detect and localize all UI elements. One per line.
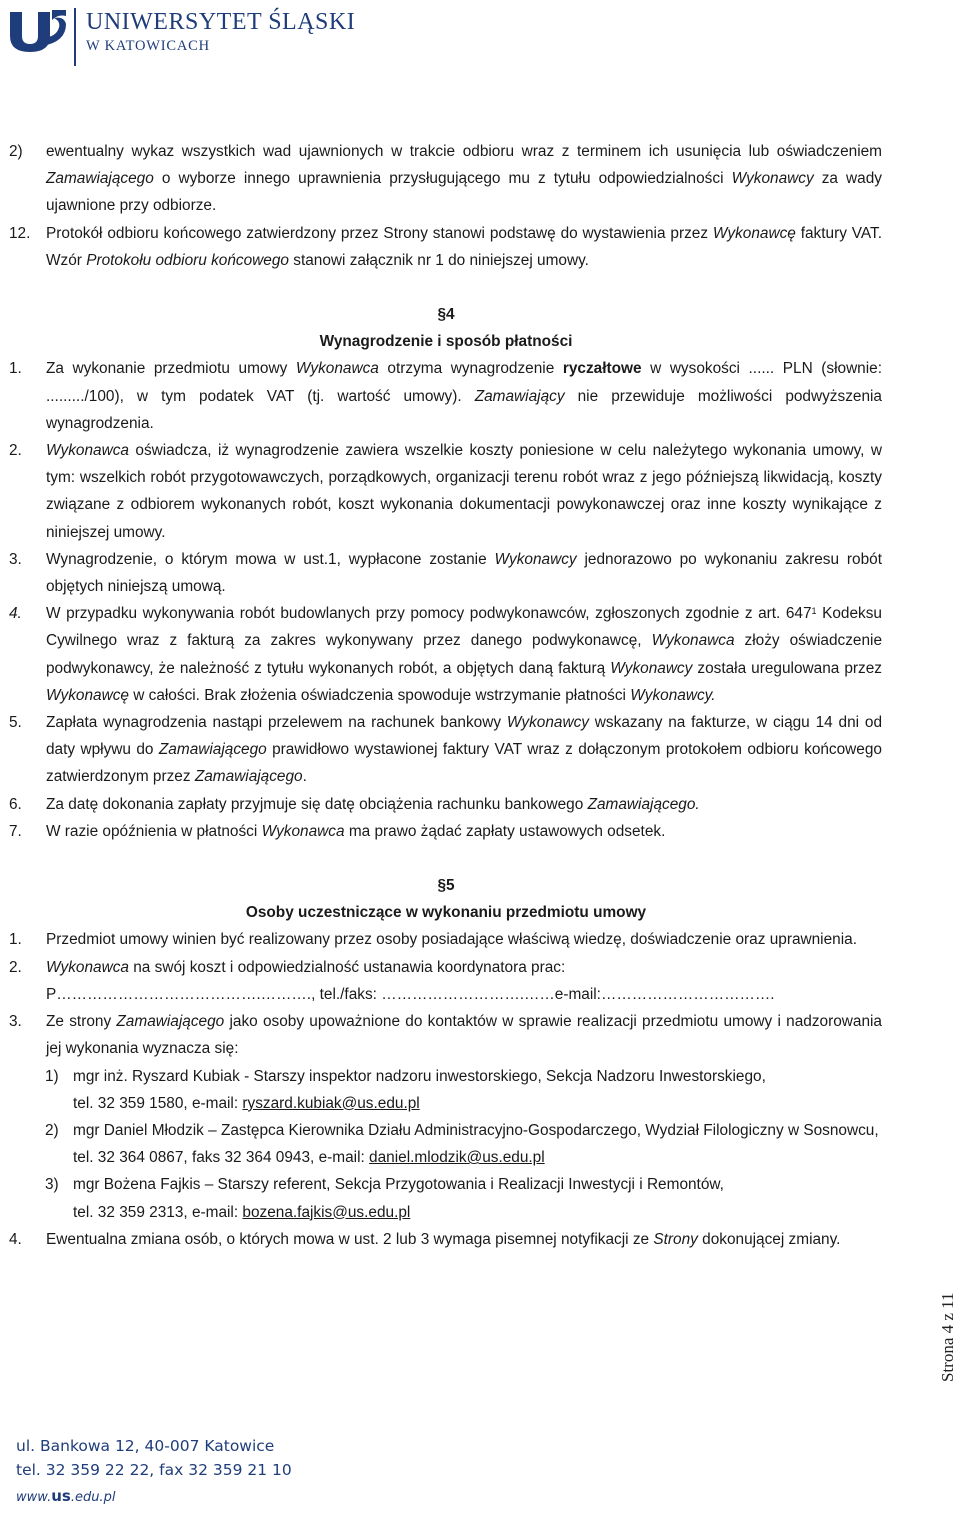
email-link[interactable]: bozena.fajkis@us.edu.pl	[242, 1203, 411, 1221]
university-emblem-icon	[8, 8, 66, 52]
list-item: 2) ewentualny wykaz wszystkich wad ujawnionych w trakcie odbioru wraz z terminem ich usunięcia lub oświadczeniem Zamawiającego o wyborze innego uprawnienia przysługującego mu z tytułu odpowiedzialności Wykonawcy za wady ujawnione przy odbiorze.	[9, 143, 882, 215]
list-item: 1. Za wykonanie przedmiotu umowy Wykonawca otrzyma wynagrodzenie ryczałtowe w wysokości ...... PLN (słownie: ........./100), w tym podatek VAT (tj. wartość umowy). Zamawiający nie przewiduje możliwości podwyższenia wynagrodzenia.	[9, 360, 882, 432]
logo-divider	[74, 8, 76, 66]
list-item: 2. Wykonawca na swój koszt i odpowiedzialność ustanawia koordynatora prac: P………………………………….………., tel./faks: ……………………….……e-mail:…………………………….	[9, 958, 775, 1003]
email-link[interactable]: ryszard.kubiak@us.edu.pl	[242, 1094, 420, 1112]
list-item: 1. Przedmiot umowy winien być realizowany przez osoby posiadające właściwą wiedzę, doświadczenie oraz uprawnienia.	[9, 931, 857, 949]
list-item: 3. Ze strony Zamawiającego jako osoby upoważnione do kontaktów w sprawie realizacji przedmiotu umowy i nadzorowania jej wykonania wyznacza się:	[9, 1013, 882, 1058]
list-item: 7. W razie opóźnienia w płatności Wykonawca ma prawo żądać zapłaty ustawowych odsetek.	[9, 822, 666, 840]
contact-person: 3) mgr Bożena Fajkis – Starszy referent, Sekcja Przygotowania i Realizacji Inwestycji i Remontów, tel. 32 359 2313, e-mail: bozena.fajkis@us.edu.pl	[45, 1176, 724, 1221]
logo-text	[86, 8, 355, 55]
university-logo	[8, 8, 355, 66]
contact-person: 2) mgr Daniel Młodzik – Zastępca Kierownika Działu Administracyjno-Gospodarczego, Wydział Filologiczny w Sosnowcu, tel. 32 364 0867, faks 32 364 0943, e-mail: daniel.mlodzik@us.edu.pl	[45, 1121, 879, 1167]
section-4-sign: §4	[437, 306, 455, 324]
document-body	[0, 138, 960, 1253]
footer-address: ul. Bankowa 12, 40-007 Katowice	[16, 1437, 275, 1455]
list-item: 2. Wykonawca oświadcza, iż wynagrodzenie zawiera wszelkie koszty poniesione w celu należytego wykonania umowy, w tym: wszelkich robót przygotowawczych, porządkowych, organizacji terenu robót wraz z jego późniejszą likwidacją, koszty związane z odbiorem wykonanych robót, koszt wykonania dokumentacji powykonawczej oraz inne koszty wynikające z niniejszej umowy.	[9, 442, 882, 541]
list-item: 6. Za datę dokonania zapłaty przyjmuje się datę obciążenia rachunku bankowego Zamawiającego.	[9, 795, 700, 813]
contact-person: 1) mgr inż. Ryszard Kubiak - Starszy inspektor nadzoru inwestorskiego, Sekcja Nadzoru Inwestorskiego, tel. 32 359 1580, e-mail: ryszard.kubiak@us.edu.pl	[45, 1067, 766, 1112]
list-item: 3. Wynagrodzenie, o którym mowa w ust.1, wypłacone zostanie Wykonawcy jednorazowo po wykonaniu zakresu robót objętych niniejszą umową.	[9, 550, 882, 596]
university-name: UNIWERSYTET ŚLĄSKI	[86, 9, 356, 35]
footer-phone: tel. 32 359 22 22, fax 32 359 21 10	[16, 1461, 292, 1479]
email-link[interactable]: daniel.mlodzik@us.edu.pl	[369, 1149, 545, 1167]
page-number: Strona 4 z 11	[938, 1292, 957, 1382]
list-item: 5. Zapłata wynagrodzenia nastąpi przelewem na rachunek bankowy Wykonawcy wskazany na fakturze, w ciągu 14 dni od daty wpływu do Zamawiającego prawidłowo wystawionej faktury VAT wraz z dołączonym protokołem odbioru końcowego zatwierdzonym przez Zamawiającego.	[9, 714, 883, 786]
section-5-title: Osoby uczestniczące w wykonaniu przedmiotu umowy	[245, 904, 647, 922]
section-4-title: Wynagrodzenie i sposób płatności	[319, 333, 573, 351]
footer	[16, 1434, 292, 1510]
university-city: W KATOWICACH	[86, 38, 210, 54]
footer-website[interactable]: www.us.edu.pl	[16, 1487, 116, 1505]
list-item: 4. Ewentualna zmiana osób, o których mowa w ust. 2 lub 3 wymaga pisemnej notyfikacji ze Strony dokonującej zmiany.	[9, 1230, 841, 1248]
list-item: 4. W przypadku wykonywania robót budowlanych przy pomocy podwykonawców, zgłoszonych zgodnie z art. $647^1$ Kodeksu Cywilnego wraz z fakturą za zakres wykonywany przez danego podwykonawcę, Wykonawca złoży oświadczenie podwykonawcy, że należność z tytułu wykonanych robót, a objętych daną fakturą Wykonawcy została uregulowana przez Wykonawcę w całości. Brak złożenia oświadczenia spowoduje wstrzymanie płatności Wykonawcy.	[9, 605, 883, 704]
section-5-sign: §5	[437, 877, 455, 895]
list-item: 12. Protokół odbioru końcowego zatwierdzony przez Strony stanowi podstawę do wystawienia przez Wykonawcę faktury VAT. Wzór Protokołu odbioru końcowego stanowi załącznik nr 1 do niniejszej umowy.	[9, 224, 882, 269]
coordinator-line: P………………………………….………., tel./faks: ……………………….……e-mail:…………………………….	[46, 985, 775, 1003]
